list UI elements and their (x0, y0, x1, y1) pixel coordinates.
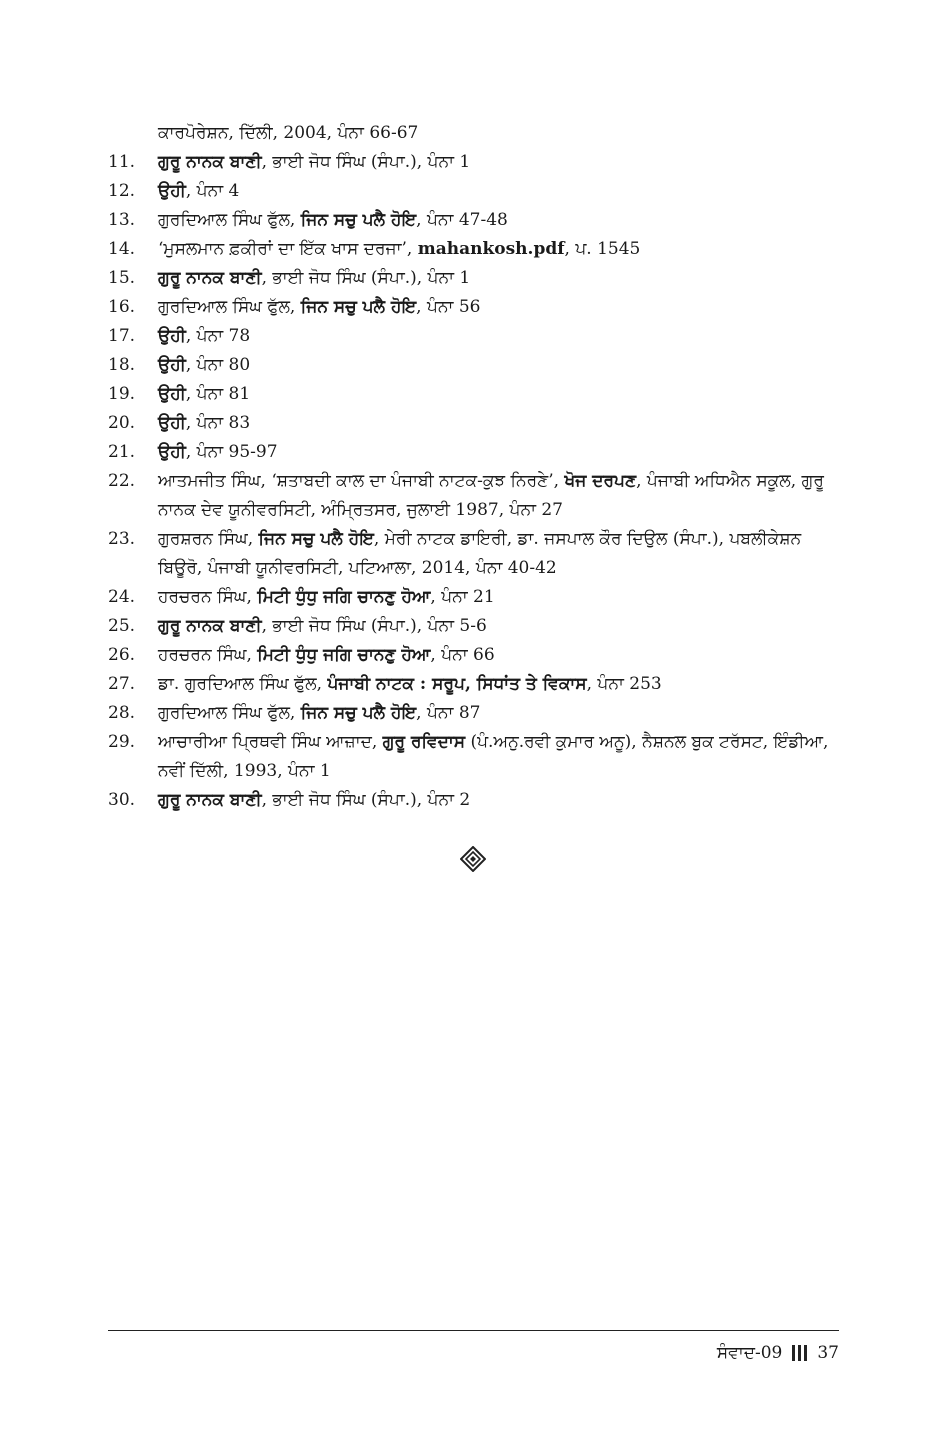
endnote-text: , ਮੇਰੀ ਨਾਟਕ ਡਾਇਰੀ, ਡਾ. ਜਸਪਾਲ ਕੌਰ ਦਿਉਲ (ਸੰਪਾ.), ਪਬਲੀਕੇਸ਼ਨ ਬਿਊਰੋ, ਪੰਜਾਬੀ ਯੂਨੀਵਰਸਿਟੀ, ਪਟਿਆਲਾ, 2014, ਪੰਨਾ 40-42 (158, 529, 807, 578)
endnote-text: , ਪੰਨਾ 78 (185, 326, 251, 346)
endnote-item (108, 786, 840, 815)
endnote-text: ਗੁਰਦਿਆਲ ਸਿੰਘ ਫੁੱਲ, (158, 297, 301, 317)
endnote-title: ਉਹੀ (158, 413, 186, 433)
endnote-item (108, 177, 840, 206)
endnote-item (108, 264, 840, 293)
endnote-text: , ਪੰਨਾ 56 (416, 297, 481, 317)
journal-name: ਸੰਵਾਦ-09 (716, 1343, 783, 1363)
endnote-number: 26. (108, 645, 136, 665)
endnote-item (108, 119, 840, 148)
endnote-number: 12. (108, 181, 136, 201)
endnote-number: 30. (108, 790, 136, 810)
endnote-item (108, 525, 840, 583)
endnote-item (108, 728, 840, 786)
endnote-text: , ਭਾਈ ਜੋਧ ਸਿੰਘ (ਸੰਪਾ.), ਪੰਨਾ 1 (261, 152, 471, 172)
endnote-text: , ਪੰਨਾ 21 (430, 587, 495, 607)
page-footer (717, 1340, 839, 1366)
endnote-title: ਜਿਨ ਸਚੁ ਪਲੈ ਹੋਇ (300, 297, 417, 317)
endnote-title: ਗੁਰੂ ਨਾਨਕ ਬਾਣੀ (158, 790, 262, 810)
endnote-text: ਗੁਰਸ਼ਰਨ ਸਿੰਘ, (158, 529, 259, 549)
endnote-item (108, 380, 840, 409)
endnote-text: , ਪੰਨਾ 47-48 (416, 210, 508, 230)
endnote-text: , ਪੰਨਾ 87 (416, 703, 481, 723)
endnote-title: ਗੁਰੂ ਨਾਨਕ ਬਾਣੀ (158, 152, 262, 172)
endnote-text: ਕਾਰਪੋਰੇਸ਼ਨ, ਦਿੱਲੀ, 2004, ਪੰਨਾ 66-67 (158, 123, 419, 143)
endnote-title: ਉਹੀ (158, 384, 186, 404)
endnote-text: ‘ਮੁਸਲਮਾਨ ਫ਼ਕੀਰਾਂ ਦਾ ਇੱਕ ਖਾਸ ਦਰਜਾ’, (158, 239, 418, 259)
separator-bars-icon (792, 1345, 807, 1361)
endnote-number: 22. (108, 471, 136, 491)
endnote-title: ਉਹੀ (158, 355, 186, 375)
endnote-text: ਡਾ. ਗੁਰਦਿਆਲ ਸਿੰਘ ਫੁੱਲ, (158, 674, 328, 694)
endnote-item (108, 467, 840, 525)
endnote-title: ਜਿਨ ਸਚੁ ਪਲੈ ਹੋਇ (300, 210, 417, 230)
endnote-text: , ਪੰਨਾ 4 (185, 181, 240, 201)
endnote-text: , ਪੰਨਾ 66 (430, 645, 495, 665)
endnote-item (108, 612, 840, 641)
diamond-ornament-icon (460, 846, 486, 872)
endnote-title: ਖੋਜ ਦਰਪਣ (564, 471, 637, 491)
endnote-title: ਗੁਰੂ ਨਾਨਕ ਬਾਣੀ (158, 268, 262, 288)
endnote-item (108, 438, 840, 467)
endnote-text: , ਭਾਈ ਜੋਧ ਸਿੰਘ (ਸੰਪਾ.), ਪੰਨਾ 2 (261, 790, 471, 810)
endnote-title: ਪੰਜਾਬੀ ਨਾਟਕ : ਸਰੂਪ, ਸਿਧਾਂਤ ਤੇ ਵਿਕਾਸ (327, 674, 587, 694)
endnote-text: ਹਰਚਰਨ ਸਿੰਘ, (158, 587, 258, 607)
endnote-text: , ਪੰਨਾ 81 (185, 384, 251, 404)
endnote-item (108, 148, 840, 177)
endnote-text: , ਭਾਈ ਜੋਧ ਸਿੰਘ (ਸੰਪਾ.), ਪੰਨਾ 5-6 (261, 616, 487, 636)
endnote-number: 29. (108, 732, 136, 752)
endnote-number: 13. (108, 210, 136, 230)
endnote-title: ਉਹੀ (158, 442, 186, 462)
endnote-text: , ਪੰਨਾ 95-97 (185, 442, 278, 462)
endnote-number: 25. (108, 616, 136, 636)
endnote-number: 27. (108, 674, 136, 694)
endnote-number: 15. (108, 268, 136, 288)
endnote-text: ਗੁਰਦਿਆਲ ਸਿੰਘ ਫੁੱਲ, (158, 703, 301, 723)
endnote-number: 19. (108, 384, 136, 404)
endnote-text: , ਪ. 1545 (564, 239, 641, 259)
endnote-title: ਮਿਟੀ ਧੁੰਧੁ ਜਗਿ ਚਾਨਣੁ ਹੋਆ (257, 645, 431, 665)
footer-rule (108, 1330, 839, 1331)
endnote-item (108, 293, 840, 322)
endnote-item (108, 670, 840, 699)
endnote-item (108, 409, 840, 438)
endnote-item (108, 235, 840, 264)
endnote-title: ਉਹੀ (158, 326, 186, 346)
endnote-number: 20. (108, 413, 136, 433)
endnote-text: , ਭਾਈ ਜੋਧ ਸਿੰਘ (ਸੰਪਾ.), ਪੰਨਾ 1 (261, 268, 471, 288)
endnote-item (108, 699, 840, 728)
endnote-item (108, 206, 840, 235)
endnote-title: ਜਿਨ ਸਚੁ ਪਲੈ ਹੋਇ (258, 529, 374, 549)
endnote-number: 23. (108, 529, 136, 549)
endnote-text: , ਪੰਨਾ 83 (185, 413, 251, 433)
endnote-number: 28. (108, 703, 136, 723)
endnote-number: 21. (108, 442, 136, 462)
endnote-text: , ਪੰਨਾ 253 (586, 674, 662, 694)
endnote-text: ਗੁਰਦਿਆਲ ਸਿੰਘ ਫੁੱਲ, (158, 210, 301, 230)
endnote-title: mahankosh.pdf (417, 239, 565, 259)
endnote-text: , ਪੰਜਾਬੀ ਅਧਿਐਨ ਸਕੂਲ, ਗੁਰੂ ਨਾਨਕ ਦੇਵ ਯੂਨੀਵਰਸਿਟੀ, ਅੰਮ੍ਰਿਤਸਰ, ਜੁਲਾਈ 1987, ਪੰਨਾ 27 (158, 471, 830, 520)
endnote-title: ਗੁਰੂ ਨਾਨਕ ਬਾਣੀ (158, 616, 262, 636)
endnote-item (108, 583, 840, 612)
endnote-title: ਉਹੀ (158, 181, 186, 201)
endnote-title: ਗੁਰੂ ਰਵਿਦਾਸ (382, 732, 466, 752)
endnote-text: ਹਰਚਰਨ ਸਿੰਘ, (158, 645, 258, 665)
endnote-title: ਮਿਟੀ ਧੁੰਧੁ ਜਗਿ ਚਾਨਣੁ ਹੋਆ (257, 587, 431, 607)
endnote-number: 11. (108, 152, 136, 172)
endnote-text: ਆਚਾਰੀਆ ਪ੍ਰਿਥਵੀ ਸਿੰਘ ਆਜ਼ਾਦ, (158, 732, 383, 752)
endnote-text: ਆਤਮਜੀਤ ਸਿੰਘ, ‘ਸ਼ਤਾਬਦੀ ਕਾਲ ਦਾ ਪੰਜਾਬੀ ਨਾਟਕ-ਕੁਝ ਨਿਰਣੇ’, (158, 471, 565, 491)
endnote-number: 14. (108, 239, 136, 259)
endnote-text: (ਪੰ.ਅਨੁ.ਰਵੀ ਕੁਮਾਰ ਅਨੂ), ਨੈਸ਼ਨਲ ਬੁਕ ਟਰੱਸਟ, ਇੰਡੀਆ, ਨਵੀਂ ਦਿੱਲੀ, 1993, ਪੰਨਾ 1 (158, 732, 834, 781)
endnote-item (108, 351, 840, 380)
endnote-item (108, 641, 840, 670)
endnotes-list (108, 119, 840, 815)
endnote-number: 16. (108, 297, 136, 317)
endnote-number: 17. (108, 326, 136, 346)
endnote-item (108, 322, 840, 351)
endnote-text: , ਪੰਨਾ 80 (185, 355, 251, 375)
endnote-title: ਜਿਨ ਸਚੁ ਪਲੈ ਹੋਇ (300, 703, 417, 723)
endnote-number: 24. (108, 587, 136, 607)
page-number: 37 (817, 1343, 839, 1363)
endnote-number: 18. (108, 355, 136, 375)
